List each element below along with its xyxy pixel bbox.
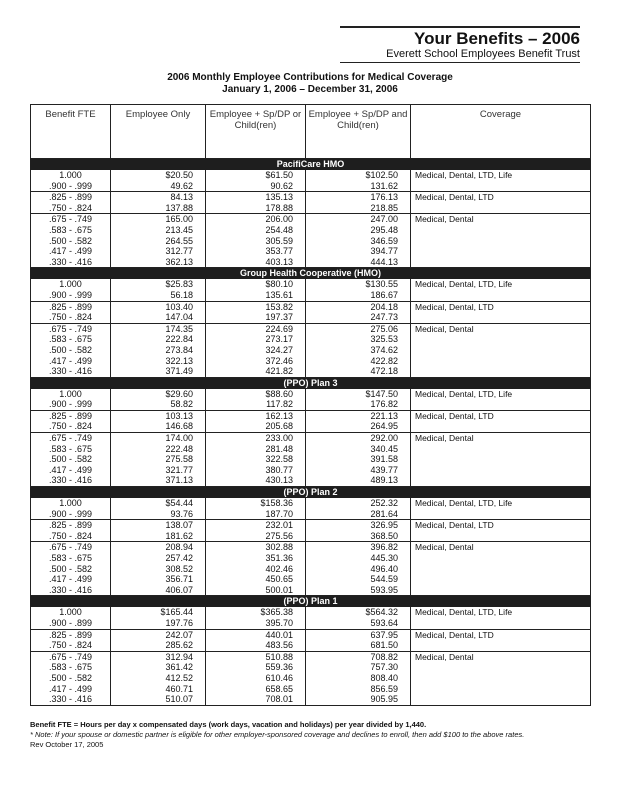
rate-cell: 222.48 bbox=[111, 444, 206, 455]
fte-range-cell: .825 - .899 bbox=[31, 192, 111, 203]
fte-range-cell: .900 - .899 bbox=[31, 618, 111, 629]
footnote-fte bbox=[30, 720, 590, 730]
plan-name: Group Health Cooperative (HMO) bbox=[31, 268, 591, 279]
fte-range-cell: .900 - .999 bbox=[31, 509, 111, 520]
rate-cell: $29.60 bbox=[111, 388, 206, 399]
plan-header-row bbox=[31, 487, 591, 498]
rate-cell: 422.82 bbox=[306, 356, 411, 367]
table-row bbox=[31, 170, 591, 181]
rate-cell: 103.13 bbox=[111, 410, 206, 421]
rate-cell: 371.49 bbox=[111, 366, 206, 377]
rate-cell: 273.84 bbox=[111, 345, 206, 356]
fte-range-cell: .750 - .824 bbox=[31, 421, 111, 432]
rate-cell: 380.77 bbox=[206, 465, 306, 476]
rate-cell: 242.07 bbox=[111, 629, 206, 640]
rate-cell: 232.01 bbox=[206, 520, 306, 531]
rate-cell: 396.82 bbox=[306, 542, 411, 553]
rate-cell: 371.13 bbox=[111, 475, 206, 486]
fte-range-cell: .825 - .899 bbox=[31, 410, 111, 421]
rate-cell: 117.82 bbox=[206, 399, 306, 410]
fte-range-cell: 1.000 bbox=[31, 279, 111, 290]
document-title-line-1: 2006 Monthly Employee Contributions for Medical Coverage bbox=[167, 72, 453, 83]
rate-cell: 312.77 bbox=[111, 246, 206, 257]
rate-cell: $147.50 bbox=[306, 388, 411, 399]
fte-range-cell: .500 - .582 bbox=[31, 454, 111, 465]
table-row bbox=[31, 651, 591, 662]
rate-cell: 593.95 bbox=[306, 585, 411, 596]
rate-cell: 340.45 bbox=[306, 444, 411, 455]
rate-cell: 208.94 bbox=[111, 542, 206, 553]
table-row bbox=[31, 279, 591, 290]
rate-cell: 275.06 bbox=[306, 323, 411, 334]
table-row bbox=[31, 301, 591, 312]
table-row bbox=[31, 388, 591, 399]
fte-range-cell: .583 - .675 bbox=[31, 225, 111, 236]
plan-header-row bbox=[31, 159, 591, 170]
fte-range-cell: .417 - .499 bbox=[31, 574, 111, 585]
fte-range-cell: .675 - .749 bbox=[31, 323, 111, 334]
fte-range-cell: .750 - .824 bbox=[31, 203, 111, 214]
rate-cell: 281.64 bbox=[306, 509, 411, 520]
fte-range-cell: .500 - .582 bbox=[31, 564, 111, 575]
rate-cell: 187.70 bbox=[206, 509, 306, 520]
rate-cell: 233.00 bbox=[206, 433, 306, 444]
rate-cell: 137.88 bbox=[111, 203, 206, 214]
rate-cell: 395.70 bbox=[206, 618, 306, 629]
rate-cell: 93.76 bbox=[111, 509, 206, 520]
fte-range-cell: .825 - .899 bbox=[31, 520, 111, 531]
coverage-cell: Medical, Dental, LTD, Life bbox=[411, 170, 591, 192]
rate-cell: 206.00 bbox=[206, 214, 306, 225]
header-title: Your Benefits – 2006 bbox=[414, 29, 580, 48]
rate-cell: 305.59 bbox=[206, 236, 306, 247]
footnote-revision: Rev October 17, 2005 bbox=[30, 740, 104, 749]
rate-cell: 264.95 bbox=[306, 421, 411, 432]
rate-cell: 391.58 bbox=[306, 454, 411, 465]
fte-range-cell: .330 - .416 bbox=[31, 475, 111, 486]
fte-range-cell: .750 - .824 bbox=[31, 312, 111, 323]
rate-cell: $102.50 bbox=[306, 170, 411, 181]
rate-cell: 362.13 bbox=[111, 257, 206, 268]
rate-cell: 610.46 bbox=[206, 673, 306, 684]
rate-cell: 162.13 bbox=[206, 410, 306, 421]
rate-cell: 178.88 bbox=[206, 203, 306, 214]
column-header: Employee + Sp/DP or Child(ren) bbox=[206, 105, 306, 159]
plan-name: PacifiCare HMO bbox=[31, 159, 591, 170]
rate-cell: 49.62 bbox=[111, 181, 206, 192]
rate-cell: 510.88 bbox=[206, 651, 306, 662]
fte-range-cell: 1.000 bbox=[31, 607, 111, 618]
plan-name: (PPO) Plan 1 bbox=[31, 596, 591, 607]
rate-cell: 403.13 bbox=[206, 257, 306, 268]
column-header: Coverage bbox=[411, 105, 591, 159]
rate-cell: 321.77 bbox=[111, 465, 206, 476]
rate-cell: 406.07 bbox=[111, 585, 206, 596]
rates-table bbox=[30, 104, 591, 706]
rate-cell: 302.88 bbox=[206, 542, 306, 553]
rate-cell: 165.00 bbox=[111, 214, 206, 225]
fte-range-cell: .583 - .675 bbox=[31, 334, 111, 345]
fte-range-cell: .900 - .999 bbox=[31, 181, 111, 192]
coverage-cell: Medical, Dental, LTD bbox=[411, 629, 591, 651]
rate-cell: 176.13 bbox=[306, 192, 411, 203]
rate-cell: 346.59 bbox=[306, 236, 411, 247]
fte-range-cell: .675 - .749 bbox=[31, 542, 111, 553]
fte-range-cell: .583 - .675 bbox=[31, 662, 111, 673]
fte-range-cell: .583 - .675 bbox=[31, 444, 111, 455]
fte-range-cell: .417 - .499 bbox=[31, 465, 111, 476]
table-row bbox=[31, 323, 591, 334]
rate-cell: 281.48 bbox=[206, 444, 306, 455]
rate-cell: 174.00 bbox=[111, 433, 206, 444]
rate-cell: 372.46 bbox=[206, 356, 306, 367]
coverage-cell: Medical, Dental bbox=[411, 323, 591, 377]
rate-cell: $61.50 bbox=[206, 170, 306, 181]
rate-cell: $130.55 bbox=[306, 279, 411, 290]
rate-cell: 361.42 bbox=[111, 662, 206, 673]
fte-range-cell: .500 - .582 bbox=[31, 673, 111, 684]
rate-cell: $158.36 bbox=[206, 498, 306, 509]
rate-cell: 905.95 bbox=[306, 694, 411, 705]
table-row bbox=[31, 629, 591, 640]
rate-cell: 445.30 bbox=[306, 553, 411, 564]
rate-cell: 135.61 bbox=[206, 290, 306, 301]
fte-range-cell: .417 - .499 bbox=[31, 356, 111, 367]
rate-cell: 257.42 bbox=[111, 553, 206, 564]
coverage-cell: Medical, Dental, LTD bbox=[411, 192, 591, 214]
rate-cell: 84.13 bbox=[111, 192, 206, 203]
fte-range-cell: .330 - .416 bbox=[31, 694, 111, 705]
plan-header-row bbox=[31, 377, 591, 388]
rate-cell: 489.13 bbox=[306, 475, 411, 486]
rate-cell: 472.18 bbox=[306, 366, 411, 377]
rate-cell: 402.46 bbox=[206, 564, 306, 575]
rate-cell: 681.50 bbox=[306, 640, 411, 651]
rate-cell: 658.65 bbox=[206, 684, 306, 695]
rate-cell: 450.65 bbox=[206, 574, 306, 585]
rate-cell: 353.77 bbox=[206, 246, 306, 257]
coverage-cell: Medical, Dental, LTD, Life bbox=[411, 498, 591, 520]
rate-cell: $20.50 bbox=[111, 170, 206, 181]
rate-cell: 374.62 bbox=[306, 345, 411, 356]
coverage-cell: Medical, Dental, LTD bbox=[411, 520, 591, 542]
rate-cell: 559.36 bbox=[206, 662, 306, 673]
rate-cell: 103.40 bbox=[111, 301, 206, 312]
rate-cell: $25.83 bbox=[111, 279, 206, 290]
fte-range-cell: .900 - .999 bbox=[31, 399, 111, 410]
rate-cell: 186.67 bbox=[306, 290, 411, 301]
rate-cell: 135.13 bbox=[206, 192, 306, 203]
rate-cell: 153.82 bbox=[206, 301, 306, 312]
rate-cell: 368.50 bbox=[306, 531, 411, 542]
rate-cell: 252.32 bbox=[306, 498, 411, 509]
table-row bbox=[31, 410, 591, 421]
table-header-row bbox=[31, 105, 591, 159]
fte-range-cell: .825 - .899 bbox=[31, 629, 111, 640]
fte-range-cell: .330 - .416 bbox=[31, 585, 111, 596]
fte-range-cell: .500 - .582 bbox=[31, 345, 111, 356]
rates-table-body bbox=[31, 159, 591, 706]
table-row bbox=[31, 433, 591, 444]
rate-cell: 308.52 bbox=[111, 564, 206, 575]
column-header: Employee + Sp/DP and Child(ren) bbox=[306, 105, 411, 159]
rate-cell: 247.00 bbox=[306, 214, 411, 225]
rate-cell: 275.58 bbox=[111, 454, 206, 465]
rate-cell: 460.71 bbox=[111, 684, 206, 695]
footnote-fte-label: Benefit FTE bbox=[30, 720, 72, 729]
fte-range-cell: .900 - .999 bbox=[31, 290, 111, 301]
rate-cell: 808.40 bbox=[306, 673, 411, 684]
rate-cell: 708.01 bbox=[206, 694, 306, 705]
rate-cell: 544.59 bbox=[306, 574, 411, 585]
table-row bbox=[31, 542, 591, 553]
rate-cell: 197.37 bbox=[206, 312, 306, 323]
rate-cell: 138.07 bbox=[111, 520, 206, 531]
rate-cell: 326.95 bbox=[306, 520, 411, 531]
fte-range-cell: 1.000 bbox=[31, 170, 111, 181]
rate-cell: $564.32 bbox=[306, 607, 411, 618]
header-rule bbox=[340, 26, 580, 28]
column-header: Employee Only bbox=[111, 105, 206, 159]
coverage-cell: Medical, Dental, LTD bbox=[411, 410, 591, 432]
plan-name: (PPO) Plan 2 bbox=[31, 487, 591, 498]
rate-cell: $54.44 bbox=[111, 498, 206, 509]
footnote-fte-text: = Hours per day x compensated days (work days, vacation and holidays) per year divided by 1,440. bbox=[71, 720, 427, 729]
rate-cell: 444.13 bbox=[306, 257, 411, 268]
rate-cell: 295.48 bbox=[306, 225, 411, 236]
rate-cell: 325.53 bbox=[306, 334, 411, 345]
rate-cell: 275.56 bbox=[206, 531, 306, 542]
rate-cell: 221.13 bbox=[306, 410, 411, 421]
rate-cell: 292.00 bbox=[306, 433, 411, 444]
rate-cell: 430.13 bbox=[206, 475, 306, 486]
rate-cell: 637.95 bbox=[306, 629, 411, 640]
rate-cell: 181.62 bbox=[111, 531, 206, 542]
rate-cell: 273.17 bbox=[206, 334, 306, 345]
rate-cell: 500.01 bbox=[206, 585, 306, 596]
rate-cell: 146.68 bbox=[111, 421, 206, 432]
rate-cell: 496.40 bbox=[306, 564, 411, 575]
rate-cell: 421.82 bbox=[206, 366, 306, 377]
coverage-cell: Medical, Dental, LTD, Life bbox=[411, 279, 591, 301]
rate-cell: 264.55 bbox=[111, 236, 206, 247]
fte-range-cell: .675 - .749 bbox=[31, 651, 111, 662]
table-row bbox=[31, 607, 591, 618]
rate-cell: 205.68 bbox=[206, 421, 306, 432]
rate-cell: 254.48 bbox=[206, 225, 306, 236]
rate-cell: 394.77 bbox=[306, 246, 411, 257]
rate-cell: 247.73 bbox=[306, 312, 411, 323]
rate-cell: 510.07 bbox=[111, 694, 206, 705]
plan-header-row bbox=[31, 268, 591, 279]
plan-header-row bbox=[31, 596, 591, 607]
rate-cell: 483.56 bbox=[206, 640, 306, 651]
coverage-cell: Medical, Dental, LTD, Life bbox=[411, 388, 591, 410]
coverage-cell: Medical, Dental bbox=[411, 214, 591, 268]
fte-range-cell: 1.000 bbox=[31, 388, 111, 399]
footnotes bbox=[30, 720, 590, 750]
rate-cell: 204.18 bbox=[306, 301, 411, 312]
table-row bbox=[31, 520, 591, 531]
fte-range-cell: .675 - .749 bbox=[31, 214, 111, 225]
column-header: Benefit FTE bbox=[31, 105, 111, 159]
coverage-cell: Medical, Dental bbox=[411, 433, 591, 487]
table-row bbox=[31, 498, 591, 509]
fte-range-cell: 1.000 bbox=[31, 498, 111, 509]
rate-cell: 440.01 bbox=[206, 629, 306, 640]
coverage-cell: Medical, Dental, LTD bbox=[411, 301, 591, 323]
rate-cell: 312.94 bbox=[111, 651, 206, 662]
coverage-cell: Medical, Dental bbox=[411, 542, 591, 596]
rate-cell: 351.36 bbox=[206, 553, 306, 564]
rate-cell: 322.58 bbox=[206, 454, 306, 465]
document-header bbox=[340, 26, 580, 63]
rate-cell: 131.62 bbox=[306, 181, 411, 192]
rate-cell: 412.52 bbox=[111, 673, 206, 684]
fte-range-cell: .330 - .416 bbox=[31, 366, 111, 377]
table-row bbox=[31, 214, 591, 225]
rate-cell: 224.69 bbox=[206, 323, 306, 334]
rate-cell: 708.82 bbox=[306, 651, 411, 662]
footnote-note: * Note: If your spouse or domestic partner is eligible for other employer-sponsored coverage and declines to enroll, then add $100 to the above rates. bbox=[30, 730, 525, 739]
rate-cell: 439.77 bbox=[306, 465, 411, 476]
rate-cell: 856.59 bbox=[306, 684, 411, 695]
fte-range-cell: .750 - .824 bbox=[31, 640, 111, 651]
rate-cell: 285.62 bbox=[111, 640, 206, 651]
rate-cell: 174.35 bbox=[111, 323, 206, 334]
fte-range-cell: .330 - .416 bbox=[31, 257, 111, 268]
coverage-cell: Medical, Dental, LTD, Life bbox=[411, 607, 591, 629]
header-subtitle: Everett School Employees Benefit Trust bbox=[340, 48, 580, 63]
rate-cell: 356.71 bbox=[111, 574, 206, 585]
rate-cell: $165.44 bbox=[111, 607, 206, 618]
fte-range-cell: .750 - .824 bbox=[31, 531, 111, 542]
rate-cell: 757.30 bbox=[306, 662, 411, 673]
rate-cell: 222.84 bbox=[111, 334, 206, 345]
fte-range-cell: .500 - .582 bbox=[31, 236, 111, 247]
fte-range-cell: .417 - .499 bbox=[31, 684, 111, 695]
rate-cell: $80.10 bbox=[206, 279, 306, 290]
rate-cell: 213.45 bbox=[111, 225, 206, 236]
coverage-cell: Medical, Dental bbox=[411, 651, 591, 705]
fte-range-cell: .675 - .749 bbox=[31, 433, 111, 444]
rate-cell: 58.82 bbox=[111, 399, 206, 410]
rate-cell: 322.13 bbox=[111, 356, 206, 367]
rate-cell: 593.64 bbox=[306, 618, 411, 629]
rate-cell: $88.60 bbox=[206, 388, 306, 399]
document-title bbox=[30, 72, 590, 96]
fte-range-cell: .825 - .899 bbox=[31, 301, 111, 312]
plan-name: (PPO) Plan 3 bbox=[31, 377, 591, 388]
rate-cell: 324.27 bbox=[206, 345, 306, 356]
rate-cell: 56.18 bbox=[111, 290, 206, 301]
fte-range-cell: .417 - .499 bbox=[31, 246, 111, 257]
rate-cell: $365.38 bbox=[206, 607, 306, 618]
rate-cell: 176.82 bbox=[306, 399, 411, 410]
rate-cell: 218.85 bbox=[306, 203, 411, 214]
rate-cell: 147.04 bbox=[111, 312, 206, 323]
rate-cell: 90.62 bbox=[206, 181, 306, 192]
fte-range-cell: .583 - .675 bbox=[31, 553, 111, 564]
table-row bbox=[31, 192, 591, 203]
document-title-line-2: January 1, 2006 – December 31, 2006 bbox=[222, 84, 398, 95]
rate-cell: 197.76 bbox=[111, 618, 206, 629]
